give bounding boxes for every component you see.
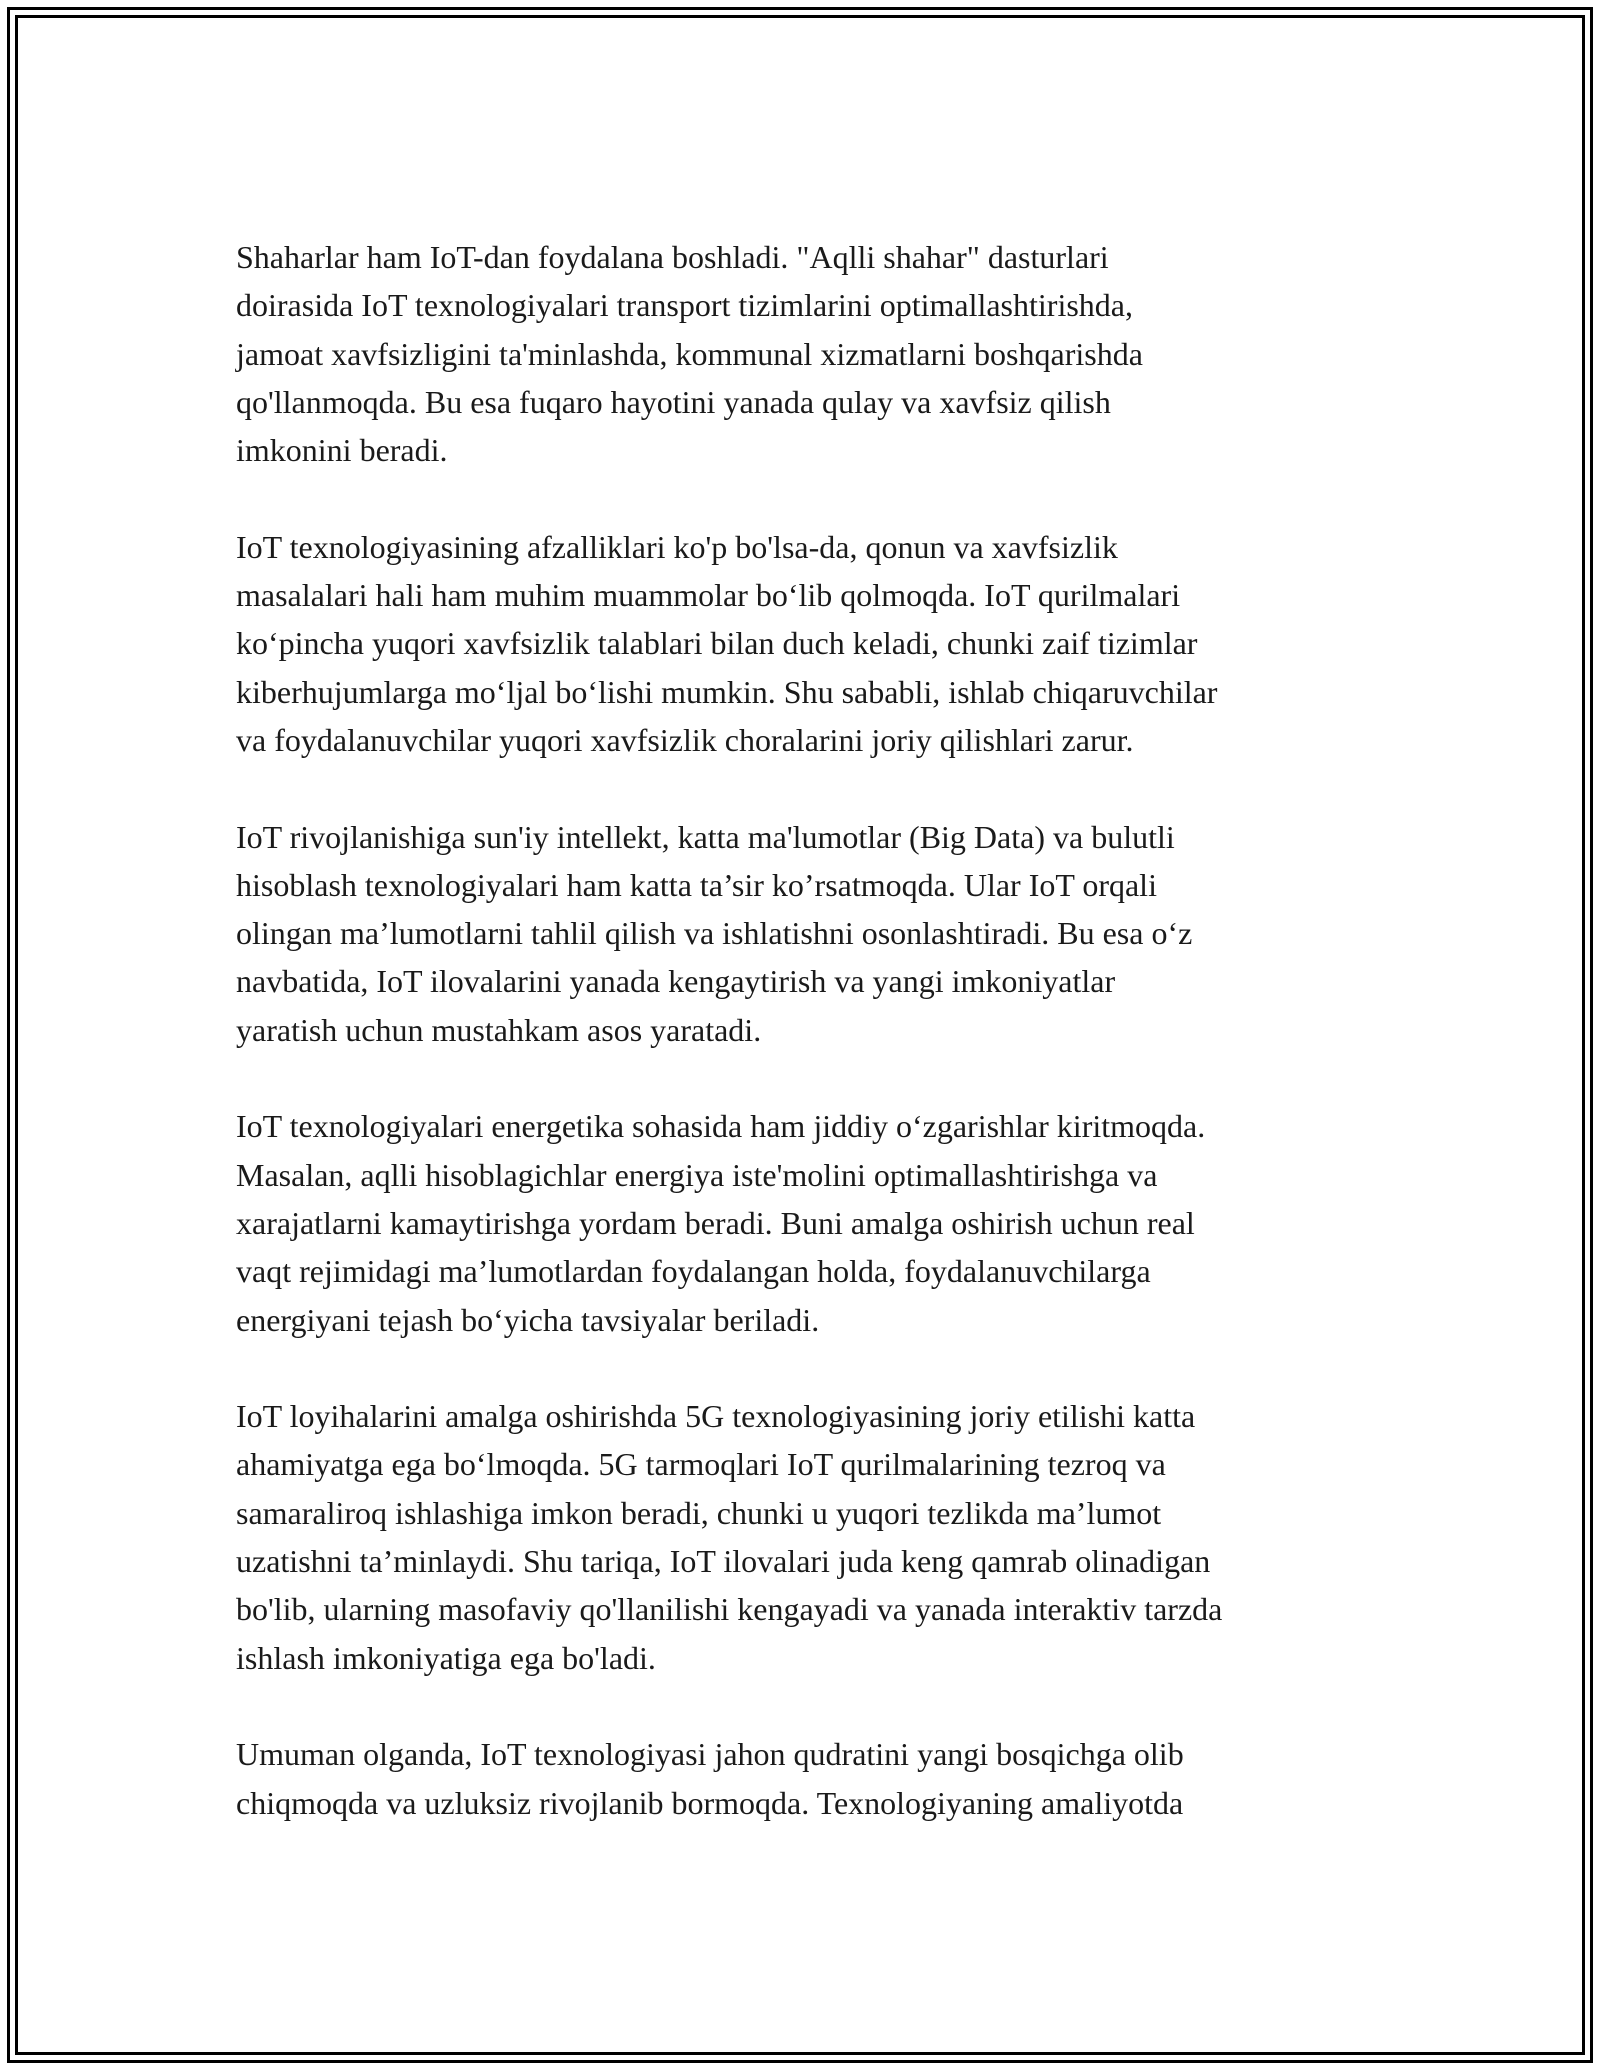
text-line: yaratish uchun mustahkam asos yaratadi. bbox=[236, 1011, 762, 1048]
text-line: hisoblash texnologiyalari ham katta ta’sir ko’rsatmoqda. Ular IoT orqali bbox=[236, 866, 1157, 903]
text-line: doirasida IoT texnologiyalari transport tizimlarini optimallashtirishda, bbox=[236, 287, 1133, 324]
text-line: vaqt rejimidagi ma’lumotlardan foydalangan holda, foydalanuvchilarga bbox=[236, 1253, 1151, 1290]
text-line: Masalan, aqlli hisoblagichlar energiya iste'molini optimallashtirishga va bbox=[236, 1156, 1158, 1193]
text-line: ahamiyatga ega bo‘lmoqda. 5G tarmoqlari IoT qurilmalarining tezroq va bbox=[236, 1446, 1166, 1483]
text-line: IoT texnologiyasining afzalliklari ko'p bo'lsa-da, qonun va xavfsizlik bbox=[236, 528, 1118, 565]
paragraph-security bbox=[236, 523, 1386, 764]
document-body bbox=[236, 233, 1386, 1875]
paragraph-energy bbox=[236, 1102, 1386, 1343]
paragraph-ai-bigdata bbox=[236, 813, 1386, 1054]
text-line: ishlash imkoniyatiga ega bo'ladi. bbox=[236, 1639, 656, 1676]
text-line: uzatishni ta’minlaydi. Shu tariqa, IoT ilovalari juda keng qamrab olinadigan bbox=[236, 1543, 1211, 1580]
text-line: Umuman olganda, IoT texnologiyasi jahon qudratini yangi bosqichga olib bbox=[236, 1736, 1184, 1773]
text-line: energiyani tejash bo‘yicha tavsiyalar beriladi. bbox=[236, 1301, 820, 1338]
text-line: olingan ma’lumotlarni tahlil qilish va ishlatishni osonlashtiradi. Bu esa o‘z bbox=[236, 915, 1193, 952]
text-line: xarajatlarni kamaytirishga yordam beradi. Buni amalga oshirish uchun real bbox=[236, 1204, 1195, 1241]
text-line: samaraliroq ishlashiga imkon beradi, chunki u yuqori tezlikda ma’lumot bbox=[236, 1494, 1162, 1531]
text-line: masalalari hali ham muhim muammolar bo‘lib qolmoqda. IoT qurilmalari bbox=[236, 577, 1181, 614]
text-line: ko‘pincha yuqori xavfsizlik talablari bilan duch keladi, chunki zaif tizimlar bbox=[236, 625, 1198, 662]
paragraph-5g bbox=[236, 1392, 1386, 1682]
text-line: va foydalanuvchilar yuqori xavfsizlik choralarini joriy qilishlari zarur. bbox=[236, 721, 1134, 758]
text-line: IoT rivojlanishiga sun'iy intellekt, katta ma'lumotlar (Big Data) va bulutli bbox=[236, 818, 1175, 855]
text-line: IoT loyihalarini amalga oshirishda 5G texnologiyasining joriy etilishi katta bbox=[236, 1398, 1196, 1435]
text-line: jamoat xavfsizligini ta'minlashda, kommunal xizmatlarni boshqarishda bbox=[236, 335, 1143, 372]
text-line: bo'lib, ularning masofaviy qo'llanilishi kengayadi va yanada interaktiv tarzda bbox=[236, 1591, 1223, 1628]
text-line: kiberhujumlarga mo‘ljal bo‘lishi mumkin. Shu sababli, ishlab chiqaruvchilar bbox=[236, 673, 1218, 710]
text-line: qo'llanmoqda. Bu esa fuqaro hayotini yanada qulay va xavfsiz qilish bbox=[236, 383, 1111, 420]
text-line: navbatida, IoT ilovalarini yanada kengaytirish va yangi imkoniyatlar bbox=[236, 963, 1116, 1000]
text-line: chiqmoqda va uzluksiz rivojlanib bormoqda. Texnologiyaning amaliyotda bbox=[236, 1784, 1184, 1821]
text-line: imkonini beradi. bbox=[236, 432, 448, 469]
text-line: Shaharlar ham IoT-dan foydalana boshladi. "Aqlli shahar" dasturlari bbox=[236, 239, 1109, 275]
paragraph-conclusion bbox=[236, 1730, 1386, 1827]
paragraph-smart-cities bbox=[236, 233, 1386, 474]
text-line: IoT texnologiyalari energetika sohasida ham jiddiy o‘zgarishlar kiritmoqda. bbox=[236, 1108, 1206, 1145]
